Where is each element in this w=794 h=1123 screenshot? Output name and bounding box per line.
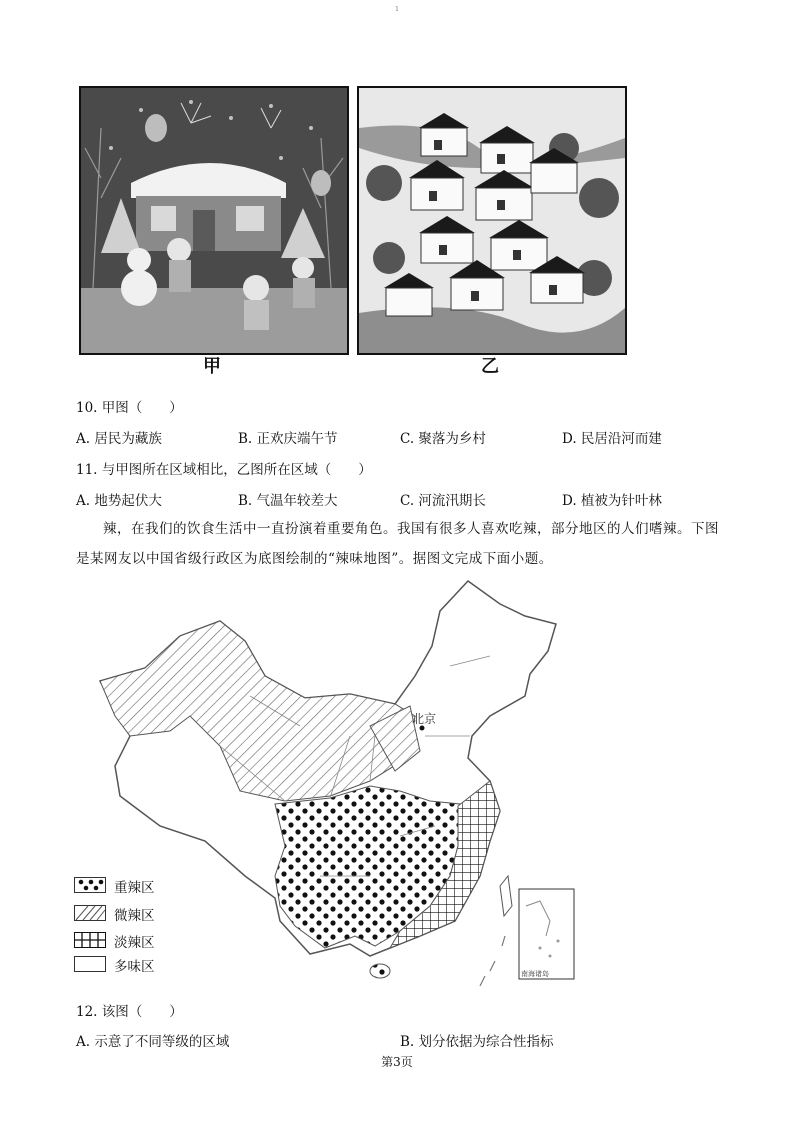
q12-option-b[interactable]: B. 划分依据为综合性指标 — [400, 1034, 554, 1050]
legend-multi-swatch — [74, 956, 106, 972]
q11-option-d[interactable]: D. 植被为针叶林 — [562, 493, 662, 509]
q11-option-c[interactable]: C. 河流汛期长 — [400, 493, 486, 509]
legend-light-label: 淡辣区 — [114, 935, 155, 951]
question-11-stem: 11. 与甲图所在区域相比，乙图所在区域（ ） — [76, 462, 372, 478]
illustration-jia — [79, 86, 349, 355]
legend-heavy-swatch — [74, 877, 106, 893]
legend-heavy-label: 重辣区 — [114, 880, 155, 896]
q12-option-a[interactable]: A. 示意了不同等级的区域 — [76, 1034, 230, 1050]
page-marker: 1 — [395, 6, 399, 13]
legend-mild-swatch — [74, 905, 106, 921]
illustration-yi — [357, 86, 627, 355]
legend-mild-label: 微辣区 — [114, 908, 155, 924]
q11-option-a[interactable]: A. 地势起伏大 — [76, 493, 162, 509]
question-10-stem: 10. 甲图（ ） — [76, 400, 183, 416]
q10-option-a[interactable]: A. 居民为藏族 — [76, 431, 162, 447]
legend-light-swatch — [74, 932, 106, 948]
caption-jia: 甲 — [203, 356, 221, 377]
caption-yi: 乙 — [481, 356, 499, 377]
intro-paragraph: 辣，在我们的饮食生活中一直扮演着重要角色。我国有很多人喜欢吃辣，部分地区的人们嗜辣。下图是某网友以中国省级行政区为底图绘制的“辣味地图”。据图文完成下面小题。 — [76, 521, 719, 567]
q10-option-b[interactable]: B. 正欢庆端午节 — [238, 431, 338, 447]
q10-option-d[interactable]: D. 民居沿河而建 — [562, 431, 662, 447]
question-12-stem: 12. 该图（ ） — [76, 1004, 183, 1020]
q10-option-c[interactable]: C. 聚落为乡村 — [400, 431, 486, 447]
legend-multi-label: 多味区 — [114, 959, 155, 975]
beijing-label: 北京 — [412, 712, 437, 726]
q11-option-b[interactable]: B. 气温年较差大 — [238, 493, 338, 509]
page-number: 第3页 — [381, 1055, 413, 1069]
inset-label: 南海诸岛 — [521, 970, 549, 978]
